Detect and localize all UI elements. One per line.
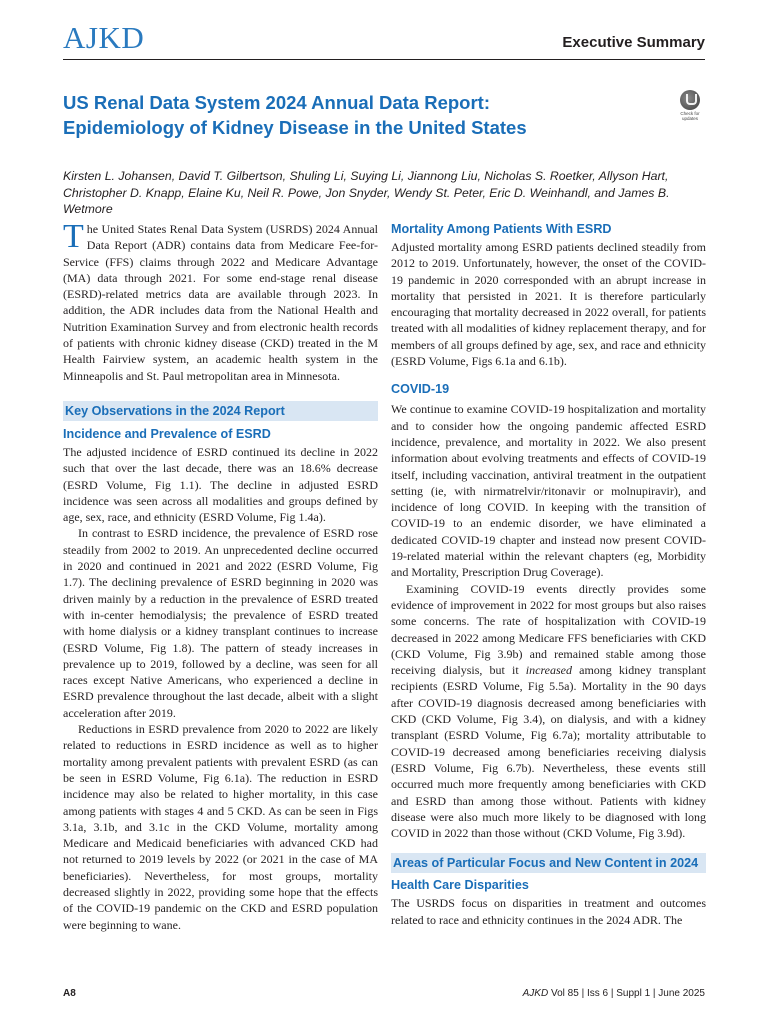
- section-label: Executive Summary: [562, 34, 705, 51]
- incidence-paragraph-2: In contrast to ESRD incidence, the prevalence of ESRD rose steadily from 2002 to 2019. An unprecedented decline occurred in 2020 and continued in 2021 and 2022 (ESRD Volume, Fig 1.7). The declining prevalence of ESRD beginning in 2020 was driven mainly by a reduction in the prevalence of ESRD treated with in-center hemodialysis; the prevalence of ESRD treated with home dialysis or a kidney transplant continues to increase (ESRD Volume, Fig 1.8). The pattern of steady increases in prevalence up to 2019, followed by a decline, was seen for all races except Native Americans, who experienced a decline in ESRD prevalence throughout the last decade, albeit with a slight acceleration after 2019.: [63, 526, 378, 720]
- check-for-updates-badge[interactable]: [675, 90, 705, 122]
- mortality-paragraph: Adjusted mortality among ESRD patients declined steadily from 2012 to 2019. Unfortunately, however, the onset of the COVID-19 pandemic in 2020 corresponded with an abrupt increase in mortality that persisted in 2021. It is therefore particularly encouraging that mortality decreased in 2022 overall, for patients treated with all modalities of kidney replacement therapy, and for members of all groups defined by age, sex, and race and ethnicity (ESRD Volume, Figs 6.1a and 6.1b).: [391, 240, 706, 369]
- check-for-updates-icon: [680, 90, 700, 110]
- right-column: [391, 221, 706, 928]
- covid-paragraph-2-b: among kidney transplant recipients (ESRD Volume, Fig 5.5a). Mortality in the 90 days after COVID-19 diagnosis decreased among beneficiaries with CKD (CKD Volume, Fig 3.4), on dialysis, and with a kidney transplant (ESRD Volume, Fig 6.7a); mortality attributable to COVID-19 decreased among beneficiaries receiving dialysis (ESRD Volume, Fig 6.7b). Nevertheless, these events still occurred much more frequently among beneficiaries with CKD and ESRD than among those without. Patients with kidney disease were also much more likely to be diagnosed with long COVID in 2022 than those without (CKD Volume, Fig 3.9d).: [391, 663, 707, 841]
- disparities-paragraph: The USRDS focus on disparities in treatment and outcomes related to race and ethnicity continues in the 2024 ADR. The: [391, 896, 706, 927]
- mortality-heading: Mortality Among Patients With ESRD: [391, 222, 612, 236]
- journal-citation: [523, 988, 705, 999]
- focus-areas-heading: Areas of Particular Focus and New Content in 2024: [391, 853, 706, 873]
- intro-text: he United States Renal Data System (USRDS) 2024 Annual Data Report (ADR) contains data from Medicare Fee-for-Service (FFS) claims through 2022 and Medicare Advantage (MA) data through 2021. For some end-stage renal disease (ESRD)-related metrics data are available through 2023. In addition, the ADR includes data from the National Health and Nutrition Examination Survey and from electronic health records of patients with chronic kidney disease (CKD) treated in the M Health Fairview system, an academic health system in the Minneapolis and St. Paul metropolitan area in Minnesota.: [63, 222, 378, 383]
- intro-paragraph: [63, 218, 378, 384]
- incidence-paragraph-1: The adjusted incidence of ESRD continued its decline in 2022 such that over the last decade, there was an 18.6% decrease (ESRD Volume, Fig 1.1). The decline in adjusted ESRD incidence was seen across all modalities and groups defined by age, sex, race, and ethnicity (ESRD Volume, Fig 1.4a).: [63, 444, 378, 525]
- incidence-paragraph-3: Reductions in ESRD prevalence from 2020 to 2022 are likely related to reductions in ESRD incidence as well as to higher mortality among prevalent patients with prevalent ESRD (as can be seen in ESRD Volume, Fig 6.1a). The reduction in ESRD incidence may also be related to higher mortality, in this case among patients with stages 4 and 5 CKD. As can be seen in Figs 3.1a, 3.1b, and 3.1c in the CKD Volume, mortality among Medicare and Medicaid beneficiaries with advanced CKD had not returned to 2019 levels by 2022 (or 2021 in the case of MA beneficiaries). Nevertheless, for most groups, mortality decreased slightly in 2022, providing some hope that the effects of the COVID-19 pandemic on the CKD and ESRD population were beginning to wane.: [63, 722, 378, 932]
- covid-paragraph-1: We continue to examine COVID-19 hospitalization and mortality and to consider how the ongoing pandemic affected ESRD incidence, prevalence, and mortality in 2022. We also present information about evolving treatments and effects of COVID-19 itself, including vaccination, antiviral treatment in the outpatient setting (ie, with nirmatrelvir/ritonavir or molnupiravir), and incidence of long COVID. In keeping with the transition of COVID-19 to an endemic disorder, we have eliminated a dedicated COVID-19 chapter and instead now present COVID-19-related material within the relevant chapters (eg, Morbidity and Mortality, Prescription Drug Coverage).: [391, 402, 706, 580]
- covid-heading: COVID-19: [391, 382, 450, 397]
- disparities-heading: Health Care Disparities: [391, 878, 529, 893]
- covid-paragraph-2-a: Examining COVID-19 events directly provides some evidence of improvement in 2022 for most groups but also raises some concerns. The rate of hospitalization with COVID-19 decreased in 2022 among Medicare FFS beneficiaries with CKD (CKD Volume, Fig 3.9b) and remained stable among those receiving dialysis, but it: [391, 581, 706, 678]
- header-divider: [63, 59, 705, 60]
- citation-details: Vol 85 | Iss 6 | Suppl 1 | June 2025: [548, 988, 705, 999]
- author-list: Kirsten L. Johansen, David T. Gilbertson, Shuling Li, Suying Li, Jiannong Liu, Nicholas S. Roetker, Allyson Hart, Christopher D. Knapp, Elaine Ku, Neil R. Powe, Jon Snyder, Wendy St. Peter, Eric D. Weinhandl, and James B. Wetmore: [63, 169, 670, 216]
- left-column: [63, 218, 378, 933]
- article-title: US Renal Data System 2024 Annual Data Report: Epidemiology of Kidney Disease in the United States: [63, 92, 527, 138]
- covid-paragraph-2-emphasis: increased: [525, 663, 573, 678]
- journal-logo: AJKD: [63, 20, 145, 55]
- page-number: A8: [63, 988, 76, 999]
- badge-label: Check for updates: [680, 111, 700, 121]
- incidence-prevalence-heading: Incidence and Prevalence of ESRD: [63, 426, 271, 441]
- key-observations-heading: Key Observations in the 2024 Report: [63, 401, 378, 421]
- drop-cap: T: [63, 218, 84, 255]
- covid-paragraph-2: [391, 581, 706, 842]
- citation-journal: AJKD: [522, 988, 549, 999]
